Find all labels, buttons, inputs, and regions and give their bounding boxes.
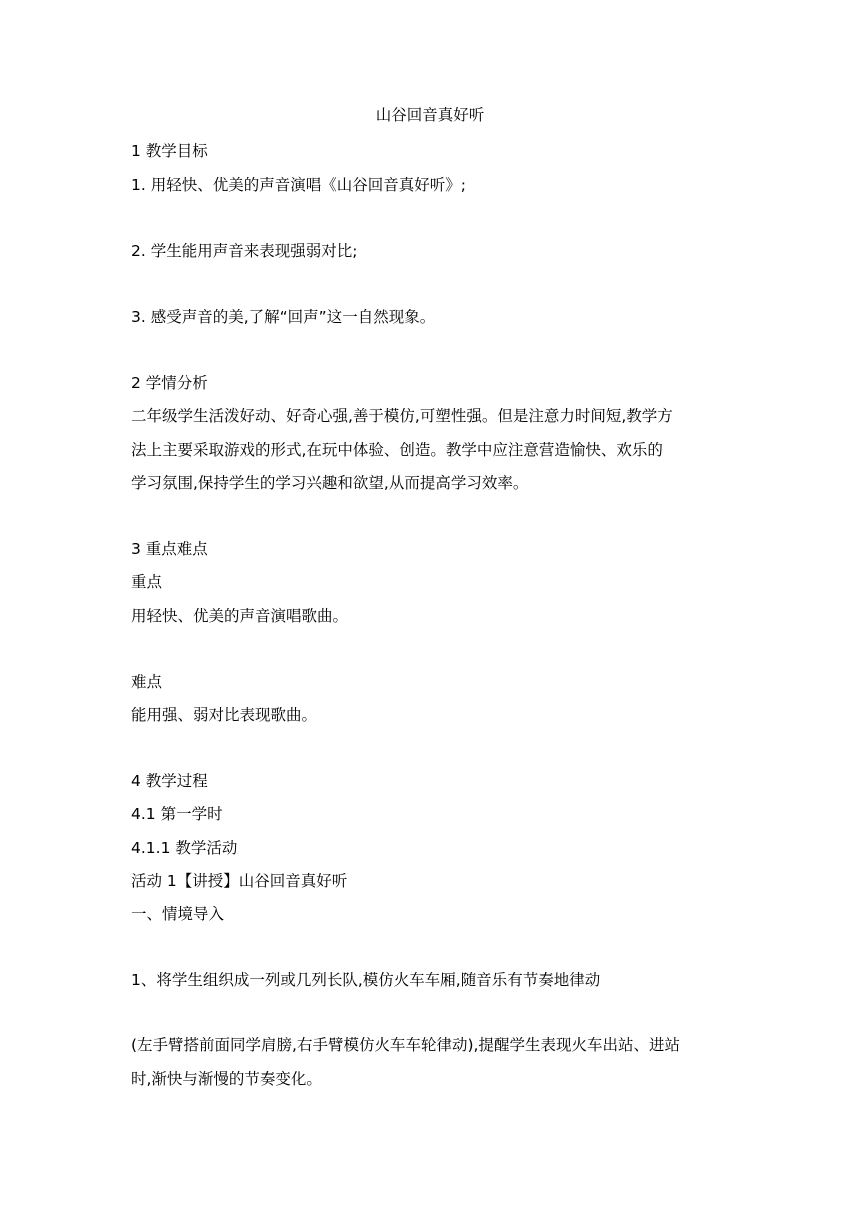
analysis-line-3: 学习氛围,保持学生的学习兴趣和欲望,从而提高学习效率。 xyxy=(131,474,529,492)
analysis-line-1: 二年级学生活泼好动、好奇心强,善于模仿,可塑性强。但是注意力时间短,教学方 xyxy=(131,407,673,425)
activity-title: 活动 1【讲授】山谷回音真好听 xyxy=(131,872,348,890)
key-point-text: 用轻快、优美的声音演唱歌曲。 xyxy=(131,607,349,625)
section-heading-process: 4 教学过程 xyxy=(131,772,208,790)
difficult-point-text: 能用强、弱对比表现歌曲。 xyxy=(131,706,318,724)
objective-item-2: 2. 学生能用声音来表现强弱对比; xyxy=(131,242,358,260)
section-heading-key-points: 3 重点难点 xyxy=(131,540,208,558)
difficult-point-label: 难点 xyxy=(131,673,163,691)
objective-item-3: 3. 感受声音的美,了解“回声”这一自然现象。 xyxy=(131,308,436,326)
process-sub-heading-2: 4.1.1 教学活动 xyxy=(131,839,238,857)
document-title: 山谷回音真好听 xyxy=(375,106,485,124)
section-heading-objectives: 1 教学目标 xyxy=(131,142,208,160)
step-1-detail-line-2: 时,渐快与渐慢的节奏变化。 xyxy=(131,1070,322,1088)
analysis-line-2: 法上主要采取游戏的形式,在玩中体验、创造。教学中应注意营造愉快、欢乐的 xyxy=(131,441,663,459)
key-point-label: 重点 xyxy=(131,573,163,591)
step-1-detail-line-1: (左手臂搭前面同学肩膀,右手臂模仿火车车轮律动),提醒学生表现火车出站、进站 xyxy=(131,1036,680,1054)
process-sub-heading-1: 4.1 第一学时 xyxy=(131,805,223,823)
objective-item-1: 1. 用轻快、优美的声音演唱《山谷回音真好听》; xyxy=(131,176,466,194)
step-1-text: 1、将学生组织成一列或几列长队,模仿火车车厢,随音乐有节奏地律动 xyxy=(131,971,601,989)
section-heading-analysis: 2 学情分析 xyxy=(131,374,208,392)
intro-heading: 一、情境导入 xyxy=(131,905,225,923)
